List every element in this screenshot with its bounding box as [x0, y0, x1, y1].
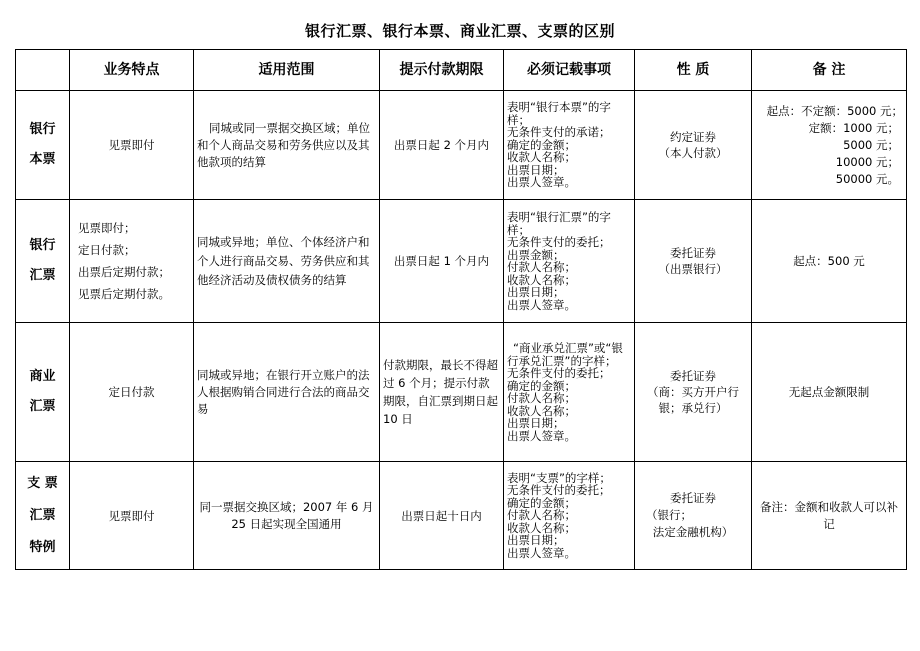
page-title: 银行汇票、银行本票、商业汇票、支票的区别: [304, 22, 615, 40]
header-nature: 性 质: [635, 50, 752, 91]
table-row: [16, 200, 907, 323]
row-name-cell: [16, 323, 70, 462]
requirement-item: 确定的金额；: [507, 137, 576, 152]
scope-text: 同城或同一票据交换区域；单位和个人商品交易和劳务供应以及其他款项的结算: [197, 120, 370, 169]
requirement-item: 出票日期；: [507, 533, 565, 548]
requirement-item: 确定的金额；: [507, 378, 576, 393]
requirement-item: 收款人名称；: [507, 150, 576, 165]
nature-line: （出票银行）: [658, 262, 728, 276]
remark-line: 5000 元；: [843, 137, 899, 152]
scope-text: 同一票据交换区域；2007 年 6 月 25 日起实现全国通用: [199, 499, 374, 531]
feature-cell: [70, 91, 194, 200]
scope-cell: [194, 200, 380, 323]
period-text: 出票日起 2 个月内: [393, 138, 490, 152]
table-row: [16, 91, 907, 200]
row-name-line: 支 票: [27, 475, 58, 491]
remark-line: 定额：1000 元；: [808, 120, 899, 135]
nature-line: 法定金融机构）: [652, 525, 734, 539]
requirement-item: 出票人签章。: [507, 545, 576, 560]
requirement-item: 确定的金额；: [507, 495, 576, 510]
nature-cell: [635, 200, 752, 323]
scope-cell: [194, 91, 380, 200]
remarks-cell: [752, 200, 907, 323]
period-text: 出票日起 1 个月内: [393, 254, 490, 268]
requirement-item: 付款人名称；: [507, 260, 576, 274]
feature-cell: [70, 200, 194, 323]
table-row: [16, 323, 907, 462]
period-text: 付款期限，最长不得超过 6 个月；提示付款期限，自汇票到期日起 10 日: [383, 358, 498, 426]
feature-line: 见票即付: [108, 508, 155, 523]
requirement-item: 无条件支付的委托；: [507, 483, 611, 498]
header-corner: [16, 50, 70, 91]
requirement-item: 出票人签章。: [507, 428, 576, 443]
scope-cell: [194, 462, 380, 570]
remarks-cell: [752, 462, 907, 570]
feature-cell: [70, 323, 194, 462]
scope-cell: [194, 323, 380, 462]
row-name-line: 汇票: [29, 507, 56, 523]
nature-line: （商：买方开户行银；承兑行）: [647, 385, 739, 415]
comparison-table: [15, 49, 907, 570]
requirement-item: 出票人签章。: [507, 297, 576, 312]
period-cell: [380, 462, 504, 570]
row-name-line: 汇票: [29, 268, 56, 283]
requirement-item: “商业承兑汇票”或“银行承兑汇票”的字样；: [507, 341, 623, 368]
period-cell: [380, 323, 504, 462]
nature-line: 委托证券: [670, 369, 716, 383]
remark-line: 备注：金额和收款人可以补记: [760, 499, 898, 531]
remark-line: 起点：500 元: [793, 253, 865, 268]
requirement-item: 收款人名称；: [507, 403, 576, 418]
requirements-cell: [504, 200, 635, 323]
requirement-item: 无条件支付的委托；: [507, 235, 611, 249]
nature-line: 约定证券: [670, 130, 716, 144]
requirement-item: 出票日期；: [507, 285, 565, 299]
remarks-cell: [752, 323, 907, 462]
remark-line: 无起点金额限制: [788, 384, 870, 399]
row-name-cell: [16, 200, 70, 323]
row-name-line: 商业: [29, 369, 56, 384]
nature-line: 委托证券: [670, 246, 716, 260]
requirement-item: 出票金额；: [507, 247, 565, 262]
remark-line: 起点：不定额：5000 元；: [766, 103, 903, 118]
header-requirements: 必须记载事项: [504, 50, 635, 91]
row-name-line: 汇票: [29, 399, 56, 414]
feature-cell: [70, 462, 194, 570]
requirements-cell: [504, 462, 635, 570]
period-text: 出票日起十日内: [401, 508, 482, 523]
requirement-item: 付款人名称；: [507, 391, 576, 405]
requirement-item: 付款人名称；: [507, 508, 576, 523]
remark-line: 10000 元；: [835, 154, 899, 169]
header-remarks: 备 注: [752, 50, 907, 91]
remark-line: 50000 元。: [835, 171, 899, 186]
requirement-item: 收款人名称；: [507, 520, 576, 535]
requirement-item: 出票日期；: [507, 416, 565, 430]
row-name-cell: [16, 91, 70, 200]
row-name-line: 银行: [29, 122, 56, 137]
feature-line: 出票后定期付款；: [78, 265, 170, 279]
table-row: [16, 462, 907, 570]
feature-line: 定日付款；: [78, 243, 136, 257]
header-period: 提示付款期限: [380, 50, 504, 91]
requirement-item: 出票人签章。: [507, 175, 576, 190]
nature-cell: [635, 462, 752, 570]
scope-text: 同城或异地；在银行开立账户的法人根据购销合同进行合法的商品交易: [197, 367, 370, 416]
nature-line: （银行；: [646, 508, 692, 522]
requirement-item: 收款人名称；: [507, 272, 576, 287]
header-scope: 适用范围: [194, 50, 380, 91]
row-name-line: 银行: [29, 238, 56, 253]
row-name-line: 本票: [29, 152, 56, 167]
feature-line: 见票后定期付款。: [78, 287, 170, 301]
period-cell: [380, 200, 504, 323]
nature-cell: [635, 323, 752, 462]
nature-line: 委托证券: [670, 491, 716, 505]
requirement-item: 表明“支票”的字样；: [507, 470, 611, 485]
period-cell: [380, 91, 504, 200]
feature-line: 见票即付: [108, 138, 155, 152]
nature-cell: [635, 91, 752, 200]
row-name-cell: [16, 462, 70, 570]
requirement-item: 表明“银行汇票”的字样；: [507, 210, 611, 237]
header-row: [16, 50, 907, 91]
feature-line: 见票即付；: [78, 221, 136, 235]
row-name-line: 特例: [29, 539, 56, 555]
header-feature: 业务特点: [70, 50, 194, 91]
scope-text: 同城或异地；单位、个体经济户和个人进行商品交易、劳务供应和其他经济活动及债权债务的结算: [197, 234, 370, 287]
requirements-cell: [504, 91, 635, 200]
requirement-item: 无条件支付的委托；: [507, 366, 611, 380]
remarks-cell: [752, 91, 907, 200]
requirements-cell: [504, 323, 635, 462]
requirement-item: 出票日期；: [507, 162, 565, 177]
requirement-item: 无条件支付的承诺；: [507, 125, 611, 140]
feature-line: 定日付款: [108, 385, 155, 399]
nature-line: （本人付款）: [658, 146, 728, 160]
requirement-item: 表明“银行本票”的字样；: [507, 100, 611, 127]
